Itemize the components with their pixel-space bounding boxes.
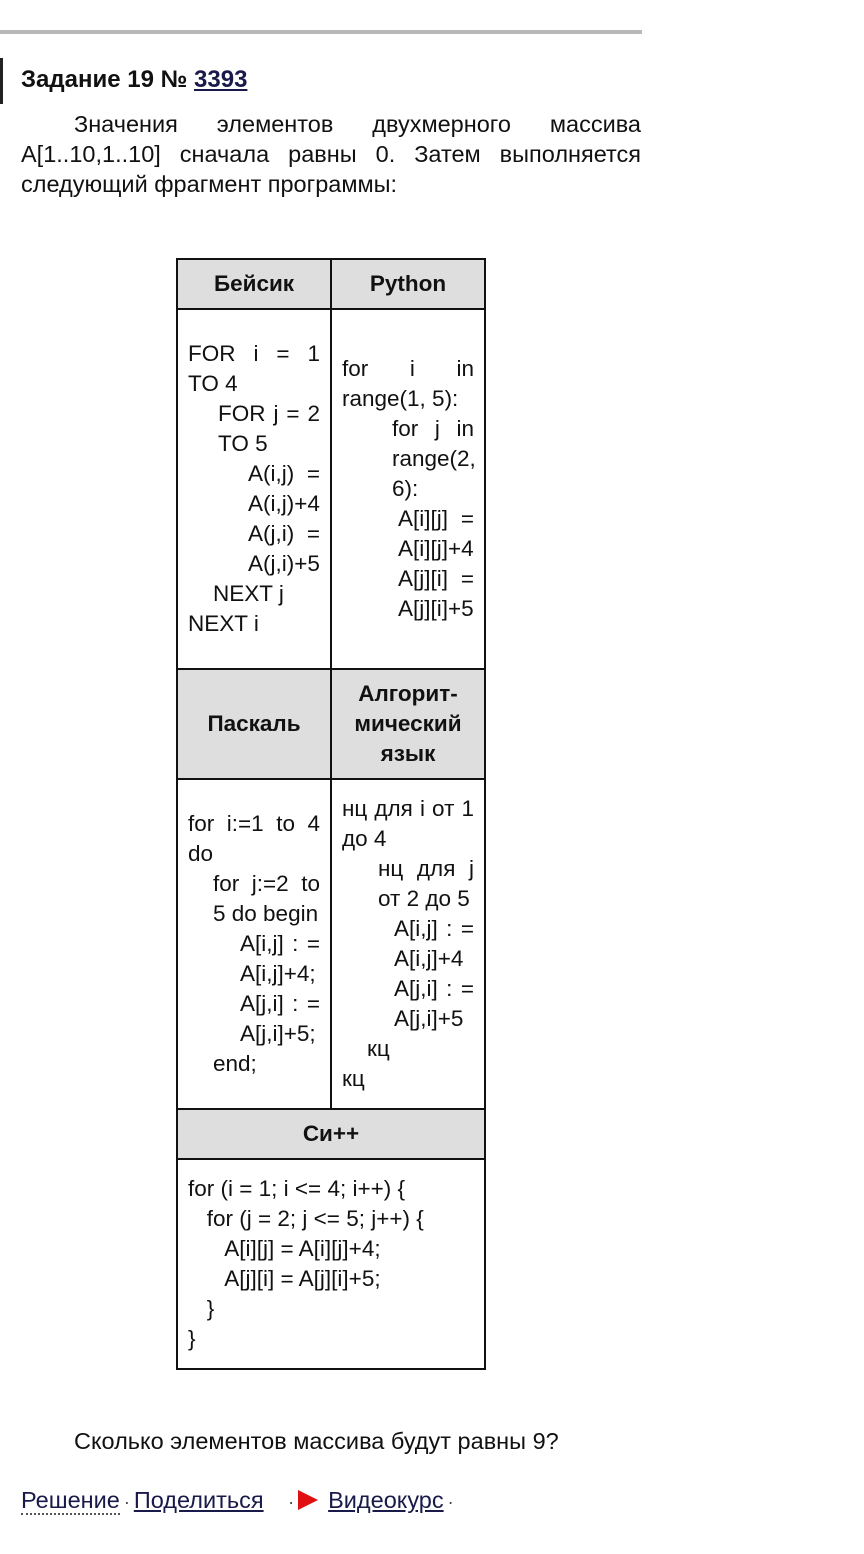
algo-header: Алгорит-мический язык	[331, 669, 485, 779]
code-line: A[j,i] : = A[j,i]+5;	[240, 991, 320, 1046]
separator: ·	[288, 1492, 295, 1512]
code-line: A(i,j) = A(i,j)+4	[248, 461, 320, 516]
code-line: for i:=1 to 4 do	[188, 811, 320, 866]
code-line: нц для j от 2 до 5	[378, 856, 474, 911]
share-link[interactable]: Поделиться	[133, 1487, 264, 1513]
cpp-header: Си++	[177, 1109, 485, 1159]
code-line: FOR i = 1 TO 4	[188, 341, 320, 396]
task-footer	[21, 1487, 458, 1514]
code-line: for (j = 2; j <= 5; j++) {	[188, 1206, 424, 1231]
question-text: Сколько элементов массива будут равны 9?	[74, 1428, 559, 1454]
code-line: A[i,j] : = A[i,j]+4;	[240, 931, 320, 986]
python-code-cell	[331, 309, 485, 669]
code-line: for i in range(1, 5):	[342, 356, 474, 411]
code-line: кц	[367, 1036, 390, 1061]
code-line: нц для i от 1 до 4	[342, 796, 474, 851]
task-label: Задание 19 №	[21, 66, 188, 93]
pascal-header: Паскаль	[177, 669, 331, 779]
code-line: NEXT j	[213, 581, 284, 606]
code-line: A[j][i] = A[j][i]+5	[398, 566, 474, 621]
code-line: кц	[342, 1066, 365, 1091]
separator: ·	[123, 1492, 130, 1512]
code-line: A[i][j] = A[i][j]+4	[398, 506, 474, 561]
code-line: A(j,i) = A(j,i)+5	[248, 521, 320, 576]
task-intro-text: Значения элементов двухмерного массива A[1..10,1..10] сначала равны 0. Затем выполняется следующий фрагмент программы:	[21, 111, 641, 197]
task-number-link[interactable]: 3393	[194, 66, 248, 93]
code-line: NEXT i	[188, 611, 259, 636]
basic-code-cell	[177, 309, 331, 669]
code-line: }	[188, 1296, 215, 1321]
top-divider	[0, 30, 642, 34]
code-line: for j:=2 to 5 do begin	[213, 871, 320, 926]
task-header	[21, 66, 247, 94]
code-table	[176, 258, 486, 1370]
separator: ·	[447, 1492, 454, 1512]
code-line: A[i,j] : = A[i,j]+4	[394, 916, 474, 971]
python-header: Python	[331, 259, 485, 309]
code-line: for j in range(2, 6):	[392, 416, 476, 501]
pascal-code-cell	[177, 779, 331, 1109]
code-line: }	[188, 1326, 196, 1351]
task-side-marker	[0, 58, 3, 104]
code-line: FOR j = 2 TO 5	[218, 401, 320, 456]
solution-toggle[interactable]: Решение	[21, 1487, 120, 1513]
play-icon	[298, 1490, 318, 1510]
code-line: for (i = 1; i <= 4; i++) {	[188, 1176, 405, 1201]
code-line: A[i][j] = A[i][j]+4;	[188, 1236, 381, 1261]
basic-header: Бейсик	[177, 259, 331, 309]
algo-code-cell	[331, 779, 485, 1109]
videocourse-link[interactable]: Видеокурс	[328, 1487, 444, 1513]
code-line: A[j,i] : = A[j,i]+5	[394, 976, 474, 1031]
code-line: A[j][i] = A[j][i]+5;	[188, 1266, 381, 1291]
cpp-code-cell	[177, 1159, 485, 1369]
code-line: end;	[213, 1051, 257, 1076]
